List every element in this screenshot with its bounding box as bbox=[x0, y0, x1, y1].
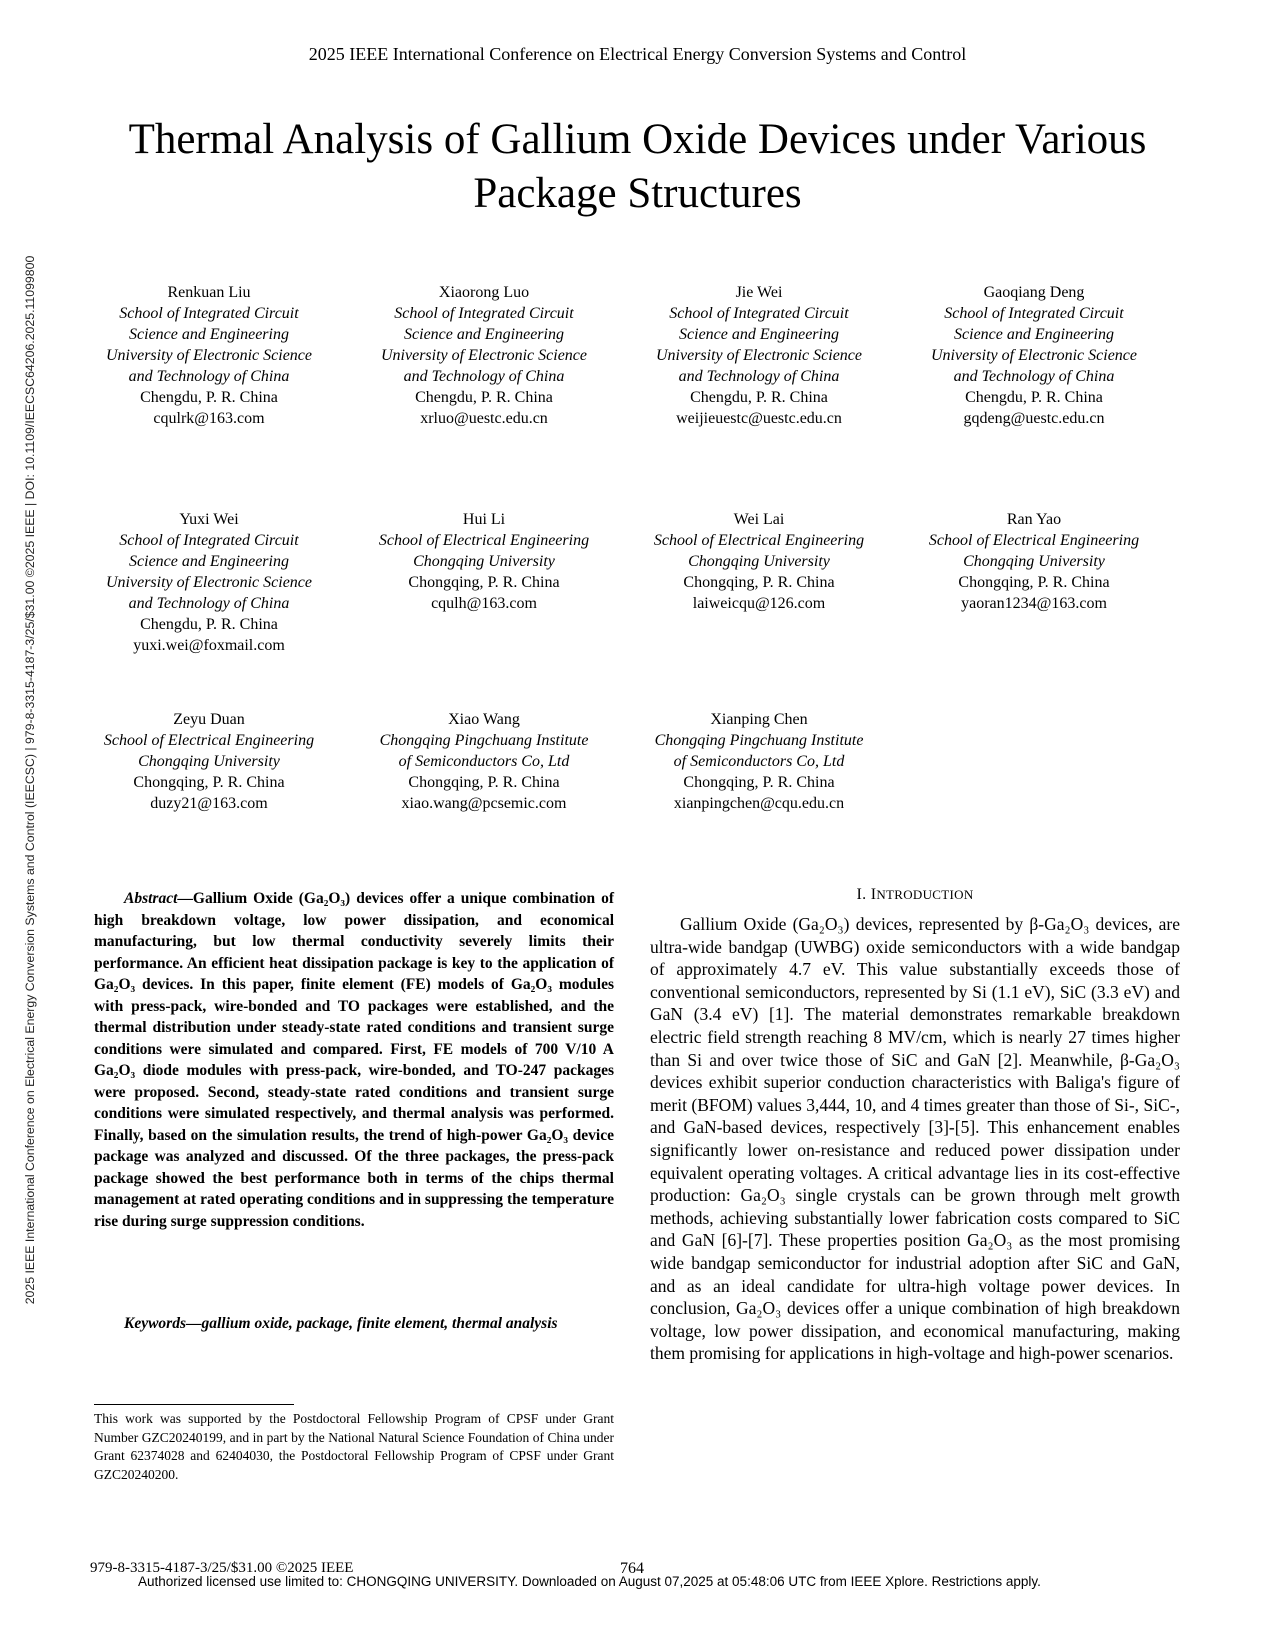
author-name: Xianping Chen bbox=[710, 711, 808, 728]
author-name: Jie Wei bbox=[735, 284, 783, 301]
author-location: Chongqing, P. R. China bbox=[133, 774, 285, 791]
abstract bbox=[94, 888, 614, 1232]
author-block bbox=[354, 282, 614, 429]
author-location: Chengdu, P. R. China bbox=[140, 389, 278, 406]
author-name: Renkuan Liu bbox=[167, 284, 251, 301]
author-location: Chongqing, P. R. China bbox=[408, 574, 560, 591]
author-name: Gaoqiang Deng bbox=[983, 284, 1085, 301]
author-location: Chengdu, P. R. China bbox=[140, 616, 278, 633]
author-email: yuxi.wei@foxmail.com bbox=[133, 637, 285, 654]
author-email: xrluo@uestc.edu.cn bbox=[420, 410, 548, 427]
author-location: Chongqing, P. R. China bbox=[958, 574, 1110, 591]
author-name: Yuxi Wei bbox=[179, 511, 239, 528]
author-block bbox=[79, 282, 339, 429]
author-block bbox=[904, 282, 1164, 429]
author-location: Chengdu, P. R. China bbox=[690, 389, 828, 406]
author-affiliation: School of Electrical Engineering Chongqing University bbox=[928, 532, 1140, 570]
author-email: yaoran1234@163.com bbox=[961, 595, 1107, 612]
author-email: cqulrk@163.com bbox=[153, 410, 265, 427]
keywords: Keywords—gallium oxide, package, finite element, thermal analysis bbox=[124, 1315, 558, 1332]
author-affiliation: School of Electrical Engineering Chongqing University bbox=[103, 732, 315, 770]
author-location: Chongqing, P. R. China bbox=[683, 574, 835, 591]
page-number: 764 bbox=[620, 1560, 644, 1577]
author-affiliation: School of Integrated Circuit Science and Engineering University of Electronic Science and Technology of China bbox=[381, 305, 587, 385]
author-affiliation: School of Integrated Circuit Science and Engineering University of Electronic Science and Technology of China bbox=[106, 532, 312, 612]
author-email: xianpingchen@cqu.edu.cn bbox=[673, 795, 845, 812]
author-name: Zeyu Duan bbox=[173, 711, 245, 728]
author-name: Hui Li bbox=[462, 511, 506, 528]
author-affiliation: School of Integrated Circuit Science and Engineering University of Electronic Science and Technology of China bbox=[656, 305, 862, 385]
author-affiliation: Chongqing Pingchuang Institute of Semiconductors Co, Ltd bbox=[654, 732, 864, 770]
author-block bbox=[79, 709, 339, 814]
author-email: xiao.wang@pcsemic.com bbox=[401, 795, 567, 812]
author-block bbox=[629, 709, 889, 814]
author-location: Chongqing, P. R. China bbox=[683, 774, 835, 791]
author-affiliation: School of Integrated Circuit Science and Engineering University of Electronic Science and Technology of China bbox=[106, 305, 312, 385]
author-email: duzy21@163.com bbox=[150, 795, 268, 812]
author-location: Chongqing, P. R. China bbox=[408, 774, 560, 791]
author-email: laiweicqu@126.com bbox=[692, 595, 826, 612]
author-email: gqdeng@uestc.edu.cn bbox=[963, 410, 1105, 427]
paper-title: Thermal Analysis of Gallium Oxide Devices under Various Package Structures bbox=[128, 116, 1147, 217]
license-notice: Authorized licensed use limited to: CHONGQING UNIVERSITY. Downloaded on August 07,2025 at 05:48:06 UTC from IEEE Xplore. Restrictions apply. bbox=[138, 1574, 1041, 1589]
author-block bbox=[904, 509, 1164, 614]
footnote-rule bbox=[94, 1404, 294, 1405]
author-email: weijieuestc@uestc.edu.cn bbox=[676, 410, 842, 427]
footer-isbn: 979-8-3315-4187-3/25/$31.00 ©2025 IEEE bbox=[90, 1560, 354, 1576]
author-location: Chengdu, P. R. China bbox=[965, 389, 1103, 406]
author-affiliation: Chongqing Pingchuang Institute of Semiconductors Co, Ltd bbox=[379, 732, 589, 770]
author-affiliation: School of Integrated Circuit Science and Engineering University of Electronic Science and Technology of China bbox=[931, 305, 1137, 385]
author-name: Wei Lai bbox=[733, 511, 785, 528]
abstract-lead: Abstract bbox=[124, 890, 178, 907]
conference-header: 2025 IEEE International Conference on Electrical Energy Conversion Systems and Control bbox=[308, 44, 967, 64]
author-block bbox=[354, 509, 614, 614]
author-block bbox=[354, 709, 614, 814]
author-name: Xiao Wang bbox=[448, 711, 520, 728]
author-name: Xiaorong Luo bbox=[438, 284, 530, 301]
author-affiliation: School of Electrical Engineering Chongqing University bbox=[653, 532, 865, 570]
author-name: Ran Yao bbox=[1006, 511, 1062, 528]
abstract-text: —Gallium Oxide (Ga₂O₃) devices offer a unique combination of high breakdown voltage, low power dissipation, and economical manufacturing, but low thermal conductivity severely limits their performance. An efficient heat dissipation package is key to the application of Ga₂O₃ devices. In this paper, finite element (FE) models of Ga₂O₃ modules with press-pack, wire-bonded and TO packages were established, and the thermal distribution under steady-state rated conditions and transient surge conditions were simulated and compared. First, FE models of 700 V/10 A Ga₂O₃ diode modules with press-pack, wire-bonded, and TO-247 packages were proposed. Second, steady-state rated conditions and transient surge conditions were simulated respectively, and thermal analysis was performed. Finally, based on the simulation results, the trend of high-power Ga₂O₃ device package was analyzed and discussed. Of the three packages, the press-pack package showed the best performance both in terms of the chips thermal management at rated operating conditions and in suppressing the temperature rise during surge suppression conditions. bbox=[94, 890, 614, 1230]
author-block bbox=[79, 509, 339, 656]
doi-sidebar: 2025 IEEE International Conference on Electrical Energy Conversion Systems and Control (IEECSC) | 979-8-3315-4187-3/25/$31.00 ©2025 IEEE | DOI: 10.1109/IEECSC64206.2025.11099800 bbox=[23, 255, 37, 1305]
funding-footnote: This work was supported by the Postdoctoral Fellowship Program of CPSF under Grant Number GZC20240199, and in part by the National Natural Science Foundation of China under Grant 62374028 and 62404030, the Postdoctoral Fellowship Program of CPSF under Grant GZC20240200. bbox=[94, 1411, 614, 1482]
section-heading-rest: NTRODUCTION bbox=[876, 887, 974, 902]
introduction-paragraph: Gallium Oxide (Ga₂O₃) devices, represented by β-Ga₂O₃ devices, are ultra-wide bandgap (UWBG) oxide semiconductors with a wide bandgap of approximately 4.7 eV. This value substantially exceeds those of conventional semiconductors, represented by Si (1.1 eV), SiC (3.3 eV) and GaN (3.4 eV) [1]. The material demonstrates remarkable breakdown electric field strength reaching 8 MV/cm, which is nearly 27 times higher than Si and over twice those of SiC and GaN [2]. Meanwhile, β-Ga₂O₃ devices exhibit superior conduction characteristics with Baliga's figure of merit (BFOM) values 3,444, 10, and 4 times greater than those of Si-, SiC-, and GaN-based devices, respectively [3]-[5]. This enhancement enables significantly lower on-resistance and reduced power dissipation under equivalent operating voltages. A critical advantage lies in its cost-effective production: Ga₂O₃ single crystals can be grown through melt growth methods, achieving substantially lower fabrication costs compared to SiC and GaN [6]-[7]. These properties position Ga₂O₃ as the most promising wide bandgap semiconductor for industrial adoption after SiC and GaN, and as an ideal candidate for ultra-high voltage power devices. In conclusion, Ga₂O₃ devices offer a unique combination of high breakdown voltage, low power dissipation, and economical manufacturing, making them promising for applications in high-voltage and high-power scenarios. bbox=[650, 914, 1180, 1364]
section-heading-initial: I bbox=[870, 886, 877, 903]
section-heading-introduction bbox=[650, 886, 1180, 904]
author-block bbox=[629, 282, 889, 429]
author-location: Chengdu, P. R. China bbox=[415, 389, 553, 406]
author-email: cqulh@163.com bbox=[431, 595, 537, 612]
author-block bbox=[629, 509, 889, 614]
author-affiliation: School of Electrical Engineering Chongqing University bbox=[378, 532, 590, 570]
section-number: I. bbox=[856, 886, 867, 903]
